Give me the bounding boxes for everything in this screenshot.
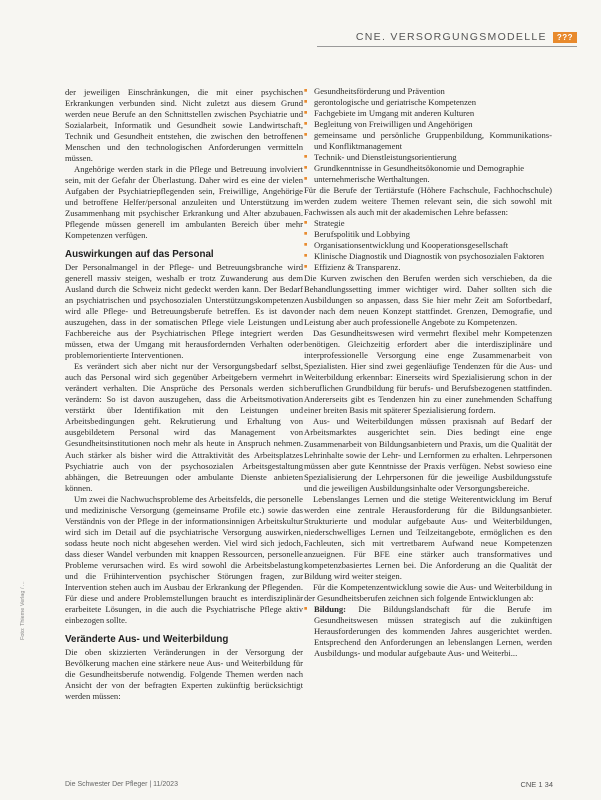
list-item: ■ unternehmerische Werthaltungen. <box>304 174 552 185</box>
running-header <box>356 30 577 44</box>
paragraph: Um zwei die Nachwuchsprobleme des Arbeitsfelds, die personelle und medizinische Versorgung (gemeinsame Profile etc.) sowie das Verständnis von der Pflege in der informationsinnigen Arbeitskultur wird sich im Detail auf die psychiatrische Versorgung auswirken, sodass heute noch nicht abgesehen werden. Viel wird sich jedoch, dass dieser Wandel verbunden mit knappen Ressourcen, personelle Probleme verursachen wird. Es wird sowohl die Arbeitsbelastung und die Frühintervention psychischer Störungen fragen, zur Intervention stehen auch im Ausbau der Erkrankung der Pflegenden. Für diese und andere Problemstellungen braucht es interdisziplinär erarbeitete Lösungen, in die auch die Psychiatrische Pflege aktiv einbezogen sollte. <box>65 493 303 625</box>
paragraph: Das Gesundheitswesen wird vermehrt flexibel mehr Kompetenzen benötigen. Gleichzeitig erfordert aber die interdisziplinäre und interprofessionelle Versorgung eine enge Zusammenarbeit von Spezialisten. Hier sind zwei gegenläufige Tendenzen für die Aus- und Weiterbildung erkennbar: Einerseits wird Spezialisierung schon in der beruflichen Grundbildung für berufs- und Berufsbezogenen stattfinden. Andererseits gibt es Tendenzen hin zu einer zunehmenden Schaffung einer breiten Basis mit späterer Spezialisierung fordern. <box>304 328 552 416</box>
list-item: ■ Fachgebiete im Umgang mit anderen Kulturen <box>304 108 552 119</box>
list-item: ■ Organisationsentwicklung und Kooperationsgesellschaft <box>304 240 552 251</box>
list-item: ■ Effizienz & Transparenz. <box>304 262 552 273</box>
list-item: ■ Strategie <box>304 218 552 229</box>
paragraph: Der Personalmangel in der Pflege- und Betreuungsbranche wird generell massiv steigen, weshalb er trotz Zuwanderung aus dem Ausland durch die Schweiz nicht gedeckt werden kann. Der Bedarf an psychiatrischen und psychosozialen Unterstützungskompetenzen wird alle Pflege- und Betreuungsberufe betreffen. Es ist davon auszugehen, dass in der somatischen Pflege viele Leistungen und Fachbereiche aus der Psychiatrischen Pflege integriert werden müssen, etwa der Umgang mit herausfordernden Verhalten oder problemorientierte Interventionen. <box>65 262 303 361</box>
bullet-list <box>304 604 552 659</box>
paragraph: Aus- und Weiterbildungen müssen praxisnah auf Bedarf der Arbeitsmarktes ausgerichtet sein. Dies bedingt eine enge Zusammenarbeit von Bildungsanbietern und Praxis, um die Qualität der Lehrinhalte sowie der Lehr- und Lernformen zu erhalten. Lehrpersonen müssen aber gute Kenntnisse der Praxis verfügen. Nebst sowieso eine Spezialisierung der Lehrpersonen für die jeweilige Ausbildungsstufe und die jeweiligen Ausbildungsinhalte oder Versorgungsbereiche. <box>304 416 552 493</box>
paragraph: Für die Berufe der Tertiärstufe (Höhere Fachschule, Fachhochschule) werden zudem weitere Themen relevant sein, die sich sowohl mit Fachwissen als auch mit der akademischen Lehre befassen: <box>304 185 552 218</box>
list-item: ■ gemeinsame und persönliche Gruppenbildung, Kommunikations- und Konfliktmanagement <box>304 130 552 152</box>
list-item: ■ Gesundheitsförderung und Prävention <box>304 86 552 97</box>
paragraph: Angehörige werden stark in die Pflege und Betreuung involviert sein, mit der Gefahr der Überlastung. Daher wird es eine der vielen Aufgaben der Psychiatriepflegenden sein, Freiwillige, Angehörige und betroffene Helfer/personal anzuleiten und Unterstützung im Zusammenhang mit psychischer Erkrankung und Alter abzubauen. Pflegende müssen generell im ambulanten Bereich über mehr Kompetenzen verfügen. <box>65 164 303 241</box>
photo-credit: Foto: Thieme Verlag / ... <box>20 581 26 640</box>
list-item-text: Die Bildungslandschaft für die Berufe im Gesundheitswesen müssen strategisch auf die zukünftigen Herausforderungen des kommenden Jahres ausgerichtet werden. Entsprechend den Anforderungen an lebenslangen Lernen, werden Ausbildungs- und modular aufgebaute Aus- und Weiterbi... <box>314 603 552 658</box>
paragraph: Die oben skizzierten Veränderungen in der Versorgung der Bevölkerung machen eine stärkere neue Aus- und Weiterbildung für die Gesundheitsberufe notwendig. Folgende Themen werden nach Ansicht der von der befragten Experten zukünftig berücksichtigt werden müssen: <box>65 646 303 701</box>
list-item-lead: Bildung: <box>314 603 347 614</box>
section-heading: Auswirkungen auf das Personal <box>65 249 214 261</box>
list-item: ■ Technik- und Dienstleistungsorientierung <box>304 152 552 163</box>
list-item: ■ Grundkenntnisse in Gesundheitsökonomie und Demographie <box>304 163 552 174</box>
footer-page-number: CNE 1 34 <box>520 780 553 789</box>
list-item: ■ Berufspolitik und Lobbying <box>304 229 552 240</box>
list-item: ■ gerontologische und geriatrische Kompetenzen <box>304 97 552 108</box>
paragraph: Die Kurven zwischen den Berufen werden sich verschieben, da die Behandlungssetting immer wichtiger wird. Daher sollten sich die Ausbildungen so anpassen, dass Sie hier mehr Zeit am Sofortbedarf, der nach dem neuen Konzept stattfindet. Grenzen, Demografie, und Leistung aber auch professionelle Angebote zu Kompetenzen. <box>304 273 552 328</box>
paragraph: Es verändert sich aber nicht nur der Versorgungsbedarf selbst, auch das Personal wird sich gegenüber Arbeitgebern vermehrt in verändert verhalten. Die Ansprüche des Personals werden sich verändern: So ist davon auszugehen, dass die Arbeitsmotivation verstärkt über Identifikation mit den Leistungen und Arbeitsbedingungen geht. Rekrutierung und Erhaltung von ausgebildetem Personal wird das Management von Gesundheitsinstitutionen noch mehr als heute in Anspruch nehmen. Auch stärker als bisher wird die Attraktivität des Arbeitsplatzes Psychiatrie auch von der psychosozialen Arbeitsgestaltung abhängen, die Betreuungen oder ambulante Dienste anbieten können. <box>65 361 303 493</box>
paragraph: der jeweiligen Einschränkungen, die mit einer psychischen Erkrankungen verbunden sind. Nicht zuletzt aus diesem Grund werden neue Berufe an den Schnittstellen zwischen Psychiatrie und Sozialarbeit, Informatik und Gesundheit sowie Landwirtschaft, Technik und Gesundheit entstehen, die zwischen den betroffenen Menschen und den technologischen Anforderungen vermitteln müssen. <box>65 87 303 164</box>
page-badge: ??? <box>553 32 577 43</box>
footer-publication: Die Schwester Der Pfleger | 11/2023 <box>65 781 178 788</box>
section-heading: Veränderte Aus- und Weiterbildung <box>65 633 229 645</box>
right-column <box>304 86 552 659</box>
left-column <box>65 87 303 702</box>
paragraph: Lebenslanges Lernen und die stetige Weiterentwicklung im Beruf werden eine zentrale Herausforderung für die Bildungsanbieter. Strukturierte und modular aufgebaute Aus- und Weiterbildungen, niederschwelliges Lernen und Teilzeitangebote, ermöglichen es den Fachleuten, sich mit vertretbarem Aufwand neue Kompetenzen anzueignen. Für BFE eine stärker auch transformatives und kompetenzbasiertes Lernen bei. Die Anforderung an die Qualität der Bildung wird weiter steigen. <box>304 493 552 581</box>
list-item <box>304 604 552 659</box>
bullet-list <box>304 86 552 185</box>
section-title: CNE. VERSORGUNGSMODELLE <box>355 31 547 43</box>
list-item: ■ Klinische Diagnostik und Diagnostik von psychosozialen Faktoren <box>304 251 552 262</box>
bullet-list <box>304 218 552 273</box>
paragraph: Für die Kompetenzentwicklung sowie die Aus- und Weiterbildung in der Gesundheitsberufen zeichnen sich folgende Entwicklungen ab: <box>304 581 552 603</box>
header-rule <box>317 46 577 47</box>
list-item: ■ Begleitung von Freiwilligen und Angehörigen <box>304 119 552 130</box>
